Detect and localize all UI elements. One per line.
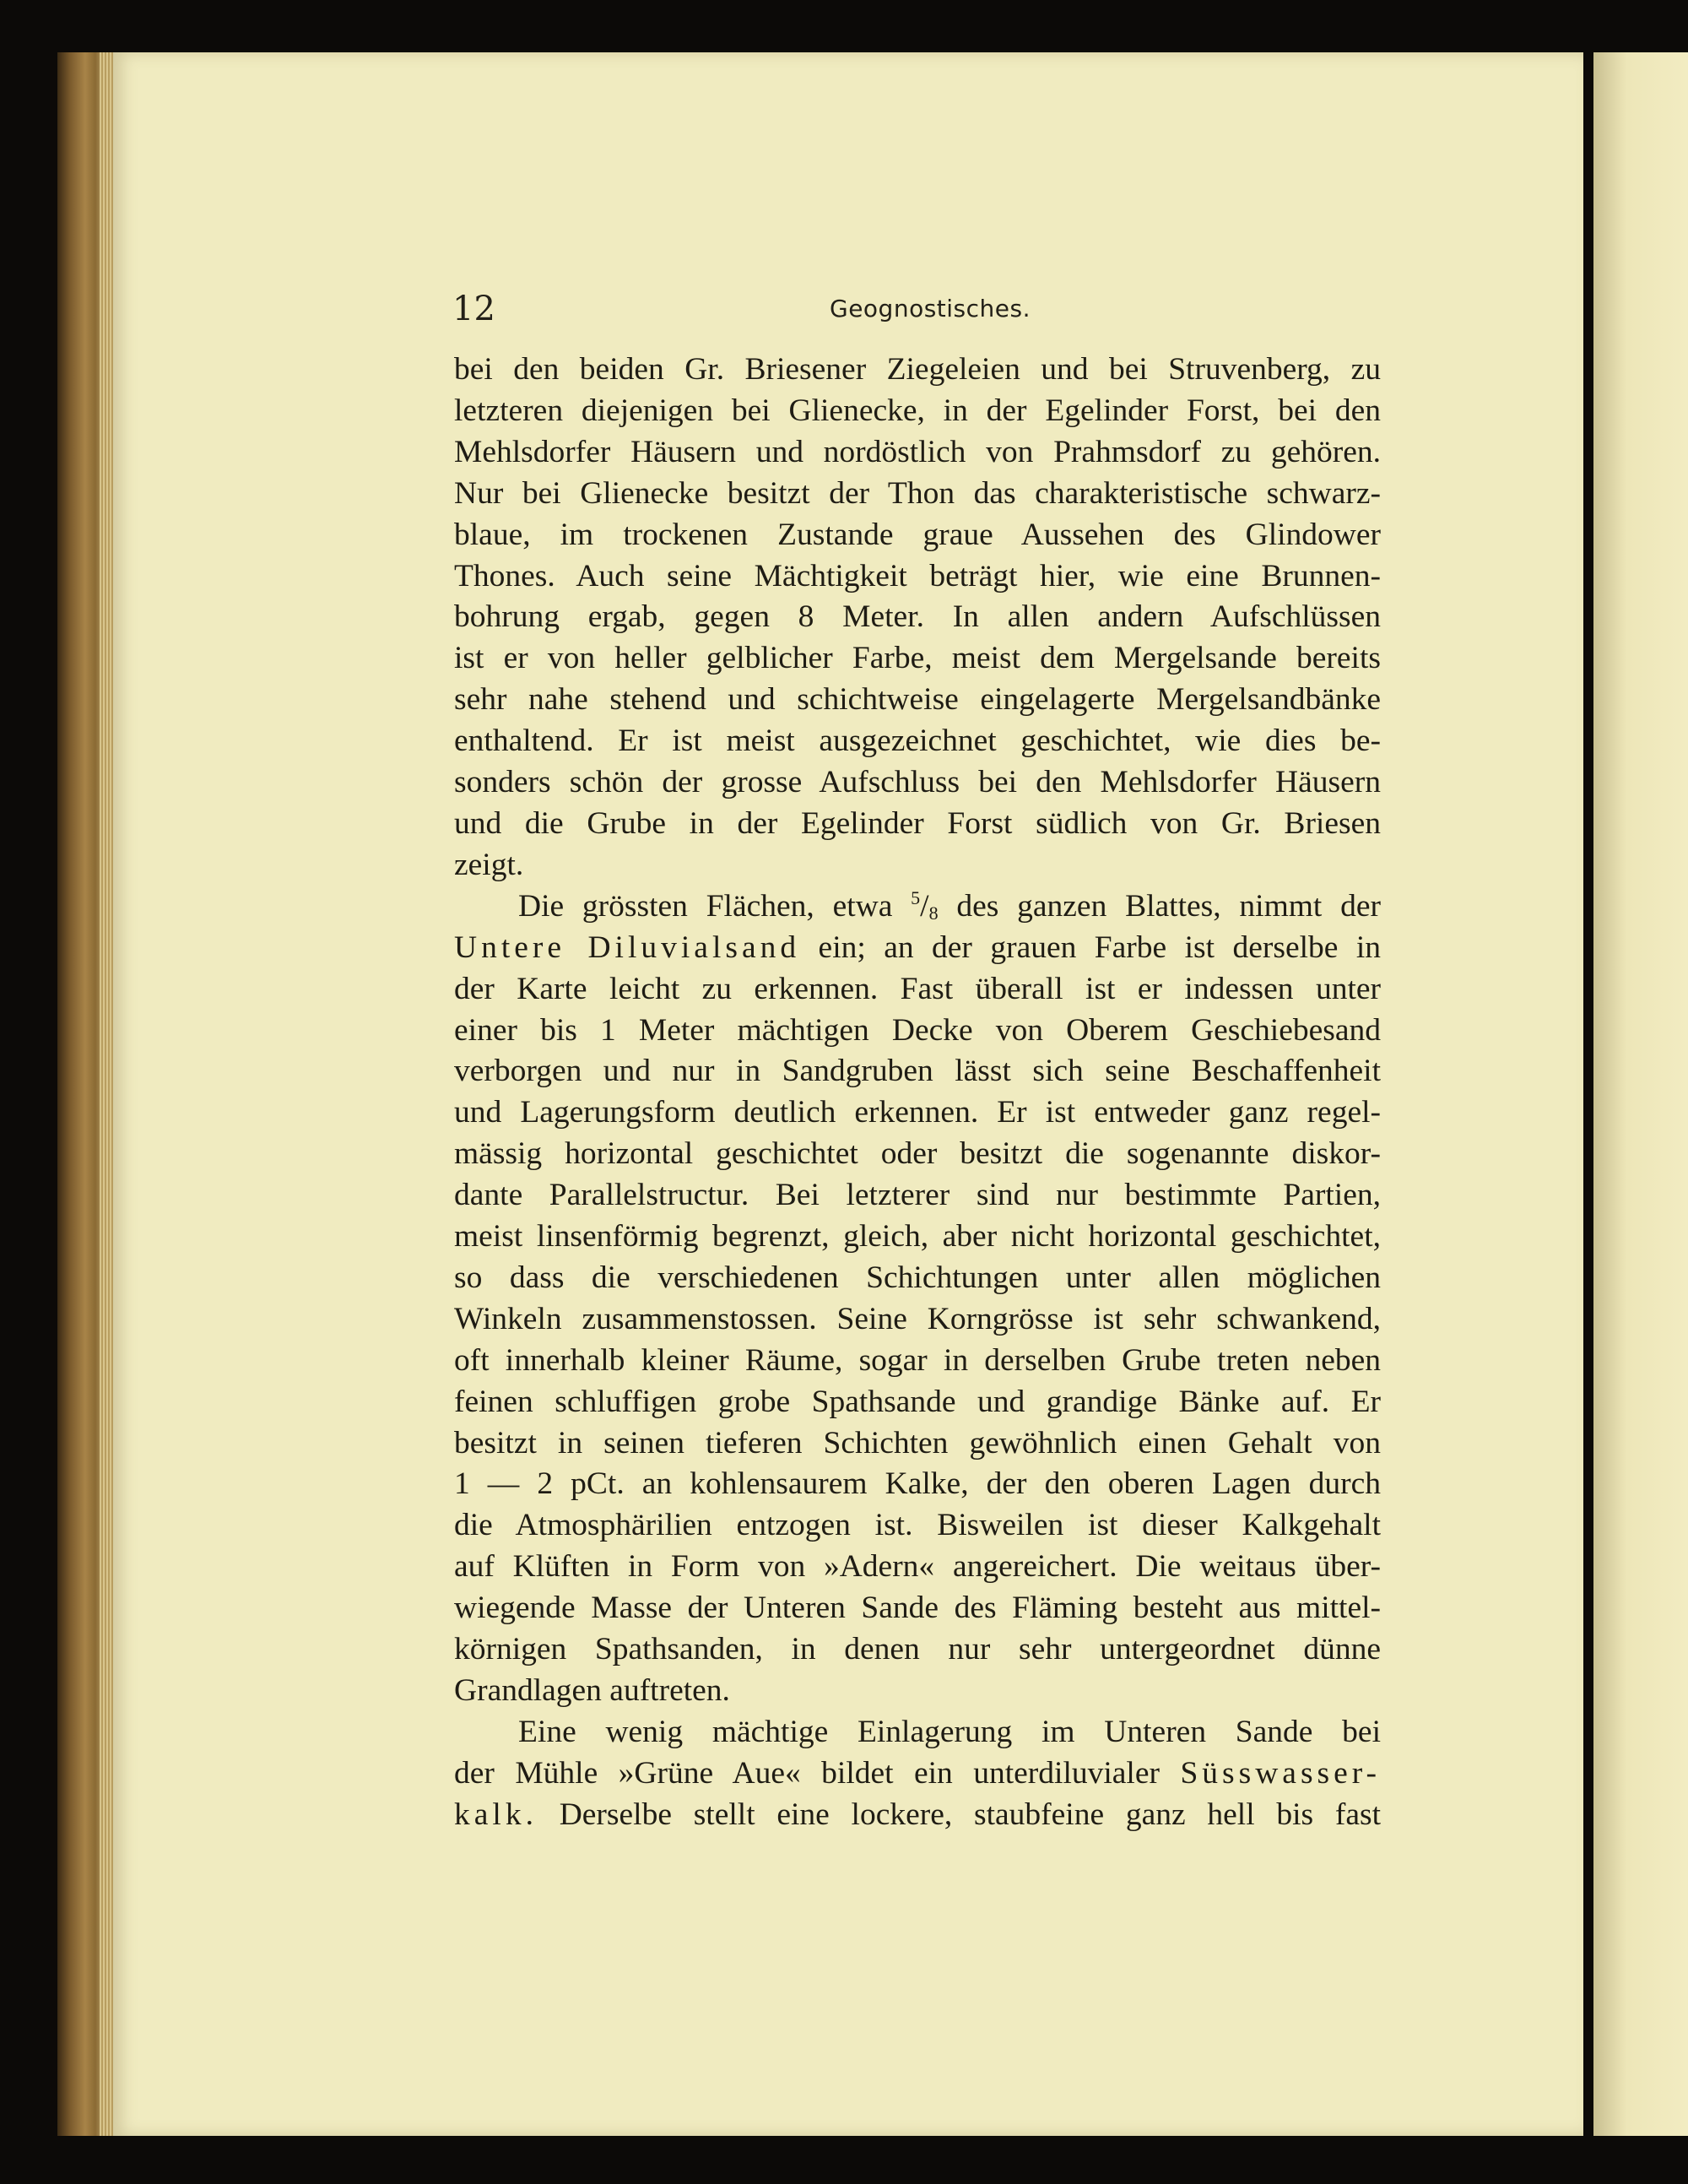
text-line: bohrung ergab, gegen 8 Meter. In allen andern Aufschlüssen: [454, 599, 1381, 635]
text-line: und die Grube in der Egelinder Forst südlich von Gr. Briesen: [454, 805, 1381, 841]
text-fragment: ein; an der grauen Farbe ist derselbe in: [818, 929, 1382, 965]
running-head: Geognostisches.: [830, 295, 1031, 322]
text-line: besitzt in seinen tieferen Schichten gewöhnlich einen Gehalt von: [454, 1425, 1381, 1461]
text-line: Thones. Auch seine Mächtigkeit beträgt hier, wie eine Brunnen-: [454, 558, 1381, 593]
text-line: oft innerhalb kleiner Räume, sogar in derselben Grube treten neben: [454, 1342, 1381, 1378]
text-fragment: Derselbe stellt eine lockere, staubfeine ganz hell bis fast: [559, 1797, 1381, 1832]
text-line: [454, 1753, 1381, 1795]
text-line: [454, 928, 1381, 969]
page-header: [452, 284, 1381, 334]
text-line: letzteren diejenigen bei Glienecke, in der Egelinder Forst, bei den: [454, 393, 1381, 428]
text-line: Eine wenig mächtige Einlagerung im Unteren Sande bei: [518, 1714, 1381, 1749]
text-line: enthaltend. Er ist meist ausgezeichnet geschichtet, wie dies be-: [454, 723, 1381, 759]
emphasized-term: Untere Diluvialsand: [454, 929, 801, 965]
text-line: sehr nahe stehend und schichtweise eingelagerte Mergelsandbänke: [454, 682, 1381, 718]
text-line: Mehlsdorfer Häusern und nordöstlich von Prahmsdorf zu gehören.: [454, 434, 1381, 469]
text-line: dante Parallelstructur. Bei letzterer sind nur bestimmte Partien,: [454, 1178, 1381, 1213]
text-line: auf Klüften in Form von »Adern« angereichert. Die weitaus über-: [454, 1549, 1381, 1585]
text-fragment: des ganzen Blattes, nimmt der: [956, 888, 1382, 924]
text-line: feinen schluffigen grobe Spathsande und grandige Bänke auf. Er: [454, 1384, 1381, 1419]
text-line: Nur bei Glienecke besitzt der Thon das charakteristische schwarz-: [454, 475, 1381, 511]
text-line: bei den beiden Gr. Briesener Ziegeleien und bei Struvenberg, zu: [454, 352, 1381, 387]
fraction-denominator: 8: [928, 902, 939, 924]
text-line: verborgen und nur in Sandgruben lässt sich seine Beschaffenheit: [454, 1054, 1381, 1089]
text-line: [454, 886, 1381, 928]
fraction: $^5/_8$: [911, 886, 939, 924]
page-number: 12: [452, 290, 495, 328]
adjacent-page-edge: [1593, 52, 1688, 2136]
text-line: so dass die verschiedenen Schichtungen unter allen möglichen: [454, 1260, 1381, 1295]
text-line: wiegende Masse der Unteren Sande des Fläming besteht aus mittel-: [454, 1591, 1381, 1626]
text-line: körnigen Spathsanden, in denen nur sehr untergeordnet dünne: [454, 1632, 1381, 1667]
text-fragment: Die grössten Flächen, etwa: [518, 888, 893, 924]
text-line: ist er von heller gelblicher Farbe, meist dem Mergelsande bereits: [454, 641, 1381, 676]
text-line: 1 — 2 pCt. an kohlensaurem Kalke, der den oberen Lagen durch: [454, 1466, 1381, 1502]
text-line: einer bis 1 Meter mächtigen Decke von Oberem Geschiebesand: [454, 1012, 1381, 1048]
text-line: der Karte leicht zu erkennen. Fast überall ist er indessen unter: [454, 971, 1381, 1006]
text-line: blaue, im trockenen Zustande graue Aussehen des Glindower: [454, 517, 1381, 552]
text-line: zeigt.: [454, 847, 524, 882]
text-fragment: der Mühle »Grüne Aue« bildet ein unterdiluvialer: [454, 1755, 1160, 1791]
text-line: Winkeln zusammenstossen. Seine Korngrösse ist sehr schwankend,: [454, 1301, 1381, 1336]
text-line: die Atmosphärilien entzogen ist. Bisweilen ist dieser Kalkgehalt: [454, 1508, 1381, 1543]
text-line: meist linsenförmig begrenzt, gleich, aber nicht horizontal geschichtet,: [454, 1219, 1381, 1255]
emphasized-term: kalk.: [454, 1797, 538, 1832]
text-line: Grandlagen auftreten.: [454, 1673, 730, 1708]
fraction-numerator: 5: [911, 886, 921, 908]
text-line: sonders schön der grosse Aufschluss bei den Mehlsdorfer Häusern: [454, 765, 1381, 800]
text-line: mässig horizontal geschichtet oder besitzt die sogenannte diskor-: [454, 1136, 1381, 1172]
text-line: [454, 1795, 1381, 1836]
emphasized-term: Süsswasser-: [1180, 1755, 1382, 1791]
body-text: [454, 350, 1381, 1836]
text-line: und Lagerungsform deutlich erkennen. Er ist entweder ganz regel-: [454, 1095, 1381, 1130]
